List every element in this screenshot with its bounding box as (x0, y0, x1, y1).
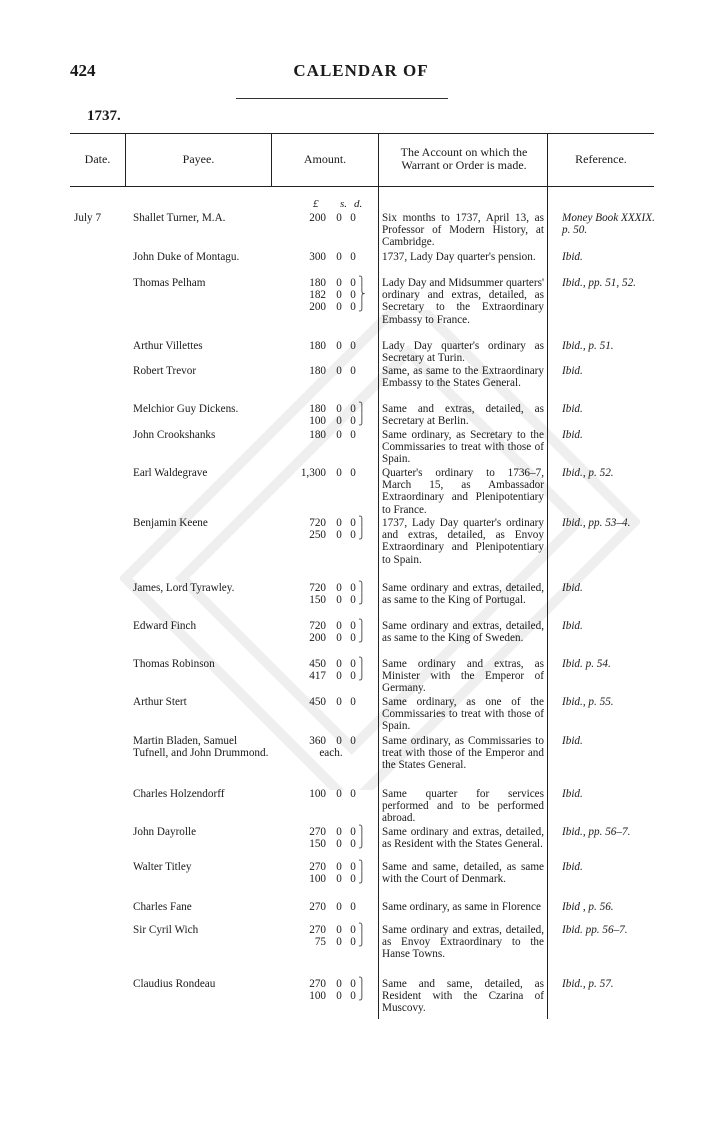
amount-line (296, 990, 366, 1003)
amount-pounds: 180 (309, 340, 326, 352)
amount-line (296, 670, 366, 683)
amount-pounds: 200 (309, 212, 326, 224)
amount-brace: ⎭ (358, 990, 366, 1002)
amount-pence: 0 (350, 429, 356, 441)
amount-line (296, 594, 366, 607)
amount-shillings: 0 (336, 582, 342, 594)
entry-reference: Ibid., p. 51. (562, 340, 614, 352)
entry-account: Same and extras, detailed, as Secretary at Berlin. (382, 403, 544, 428)
entry-payee: Benjamin Keene (133, 517, 208, 529)
entry-payee: Edward Finch (133, 620, 197, 632)
entry-reference: Ibid., p. 52. (562, 467, 614, 479)
entry-account: Same ordinary and extras, detailed, as same to the King of Sweden. (382, 620, 544, 645)
entry-amount (296, 901, 362, 913)
amount-shillings: 0 (336, 340, 342, 352)
amount-line (296, 735, 362, 747)
amount-pence: 0 (350, 658, 356, 670)
amount-brace: ⎭ (358, 632, 366, 644)
entry-amount (296, 277, 366, 314)
entry-reference: Money Book XXXIX. p. 50. (562, 212, 655, 237)
amount-pence: 0 (350, 861, 356, 873)
entry-account: Same, as same to the Extraordinary Embassy to the States General. (382, 365, 544, 390)
amount-line (296, 696, 362, 708)
entry-account: Lady Day quarter's ordinary as Secretary at Turin. (382, 340, 544, 365)
amount-pence: 0 (350, 632, 356, 645)
entry-payee: Earl Waldegrave (133, 467, 208, 479)
amount-line (296, 289, 366, 302)
amount-pence: 0 (350, 901, 356, 913)
amount-shillings: 0 (336, 594, 342, 607)
entry-reference: Ibid. (562, 403, 583, 415)
entry-payee: Martin Bladen, Samuel Tufnell, and John Drummond. (133, 735, 269, 760)
amount-pounds: 150 (309, 838, 326, 851)
amount-pounds: 180 (309, 429, 326, 441)
entry-payee: Sir Cyril Wich (133, 924, 199, 936)
entry-payee: Melchior Guy Dickens. (133, 403, 239, 415)
amount-pounds: 180 (309, 403, 326, 415)
entry-account: Quarter's ordinary to 1736–7, March 15, as Ambassador Extraordinary and Plenipotentiary to France. (382, 467, 544, 516)
amount-brace: ⎭ (358, 936, 366, 948)
amount-brace: ⎬ (358, 289, 366, 301)
entry-reference: Ibid., p. 55. (562, 696, 614, 708)
amount-shillings: 0 (336, 978, 342, 990)
entry-payee: Thomas Robinson (133, 658, 215, 670)
entry-payee: John Dayrolle (133, 826, 197, 838)
entry-amount (296, 788, 362, 800)
amount-pence: 0 (350, 696, 356, 708)
column-header-account: The Account on which the Warrant or Order is made. (400, 145, 528, 172)
amount-line (296, 924, 366, 936)
amount-line (296, 365, 362, 377)
entry-payee: James, Lord Tyrawley. (133, 582, 235, 594)
amount-line (296, 901, 362, 913)
amount-line (296, 340, 362, 352)
amount-pounds: 270 (309, 861, 326, 873)
amount-shillings: 0 (336, 620, 342, 632)
entry-payee: Charles Holzendorff (133, 788, 225, 800)
amount-shillings: 0 (336, 365, 342, 377)
amount-shillings: 0 (336, 735, 342, 747)
entry-amount (296, 582, 366, 607)
amount-brace: ⎭ (358, 838, 366, 850)
entry-reference: Ibid. (562, 735, 583, 747)
amount-shillings: 0 (336, 861, 342, 873)
amount-pence: 0 (350, 365, 356, 377)
amount-pence: 0 (350, 529, 356, 542)
amount-pounds: 75 (314, 936, 326, 949)
amount-pounds: 270 (309, 924, 326, 936)
entry-reference: Ibid. (562, 620, 583, 632)
amount-line (296, 978, 366, 990)
entry-account: Same and same, detailed, as Resident with the Czarina of Muscovy. (382, 978, 544, 1015)
entry-account: Same ordinary and extras, detailed, as Resident with the States General. (382, 826, 544, 851)
table-top-rule (70, 133, 654, 134)
entry-amount (296, 735, 362, 759)
amount-shillings: 0 (336, 301, 342, 314)
entry-reference: Ibid. (562, 251, 583, 263)
entry-account: Same ordinary and extras, detailed, as same to the King of Portugal. (382, 582, 544, 607)
amount-pence: 0 (350, 990, 356, 1003)
amount-pence: 0 (350, 212, 356, 224)
amount-shillings: 0 (336, 924, 342, 936)
amount-brace: ⎫ (358, 978, 366, 989)
amount-pounds: 450 (309, 696, 326, 708)
amount-pence: 0 (350, 873, 356, 886)
entry-reference: Ibid., p. 57. (562, 978, 614, 990)
amount-brace: ⎭ (358, 529, 366, 541)
amount-pounds: 720 (309, 620, 326, 632)
amount-pounds: 200 (309, 632, 326, 645)
amount-line (296, 838, 366, 851)
amount-pounds: 1,300 (300, 467, 326, 479)
amount-line (296, 788, 362, 800)
amount-pounds: 720 (309, 582, 326, 594)
entry-payee: Charles Fane (133, 901, 192, 913)
amount-pence: 0 (350, 924, 356, 936)
page-number: 424 (70, 61, 96, 80)
amount-pounds: 200 (309, 301, 326, 314)
entry-payee: Arthur Stert (133, 696, 187, 708)
amount-brace: ⎫ (358, 658, 366, 669)
amount-pounds: 270 (309, 901, 326, 913)
amount-line (296, 415, 366, 428)
amount-line (296, 632, 366, 645)
entry-account: Same ordinary, as Commissaries to treat with those of the Emperor and the States General. (382, 735, 544, 772)
entry-reference: Ibid. (562, 365, 583, 377)
unit-pound: £ (313, 198, 319, 210)
amount-pounds: 450 (309, 658, 326, 670)
entry-account: 1737, Lady Day quarter's ordinary and extras, detailed, as Envoy Extraordinary and Plenipotentiary to Spain. (382, 517, 544, 566)
amount-shillings: 0 (336, 696, 342, 708)
amount-shillings: 0 (336, 632, 342, 645)
column-rule (378, 134, 379, 1019)
entry-reference: Ibid. (562, 429, 583, 441)
entry-amount (296, 403, 366, 428)
column-header-reference: Reference. (575, 152, 627, 166)
amount-shillings: 0 (336, 838, 342, 851)
amount-pounds: 180 (309, 365, 326, 377)
entry-account: Same ordinary, as same in Florence (382, 901, 541, 913)
entry-amount (296, 861, 366, 886)
amount-shillings: 0 (336, 788, 342, 800)
column-header-payee: Payee. (182, 152, 215, 166)
amount-pounds: 100 (309, 415, 326, 428)
amount-line (296, 467, 362, 479)
amount-line (296, 620, 366, 632)
entry-reference: Ibid., pp. 56–7. (562, 826, 631, 838)
table-header-rule (70, 186, 654, 187)
amount-pounds: 150 (309, 594, 326, 607)
amount-pence: 0 (350, 826, 356, 838)
amount-shillings: 0 (336, 212, 342, 224)
amount-shillings: 0 (336, 467, 342, 479)
amount-pence: 0 (350, 289, 356, 302)
amount-each-label: each. (319, 747, 343, 759)
amount-brace: ⎭ (358, 594, 366, 606)
amount-pounds: 182 (309, 289, 326, 302)
amount-line (296, 936, 366, 949)
amount-shillings: 0 (336, 670, 342, 683)
amount-pounds: 270 (309, 826, 326, 838)
entry-reference: Ibid , p. 56. (562, 901, 614, 913)
amount-shillings: 0 (336, 251, 342, 263)
running-title: CALENDAR OF (293, 61, 429, 80)
amount-brace: ⎫ (358, 861, 366, 872)
amount-shillings: 0 (336, 429, 342, 441)
entry-payee: Thomas Pelham (133, 277, 206, 289)
amount-pence: 0 (350, 517, 356, 529)
entry-reference: Ibid. (562, 582, 583, 594)
entry-amount (296, 978, 366, 1003)
entry-amount (296, 467, 362, 479)
amount-brace: ⎫ (358, 826, 366, 837)
amount-pounds: 250 (309, 529, 326, 542)
amount-shillings: 0 (336, 529, 342, 542)
entry-amount (296, 826, 366, 851)
amount-pence: 0 (350, 582, 356, 594)
amount-shillings: 0 (336, 873, 342, 886)
amount-line (296, 582, 366, 594)
amount-pence: 0 (350, 620, 356, 632)
amount-shillings: 0 (336, 826, 342, 838)
entry-amount (296, 251, 362, 263)
amount-pence: 0 (350, 415, 356, 428)
entry-payee: Walter Titley (133, 861, 192, 873)
entry-amount (296, 658, 366, 683)
amount-line (296, 529, 366, 542)
amount-pounds: 100 (309, 990, 326, 1003)
amount-line (296, 277, 366, 289)
amount-pence: 0 (350, 978, 356, 990)
entry-reference: Ibid., pp. 53–4. (562, 517, 631, 529)
entry-amount (296, 365, 362, 377)
amount-line (296, 873, 366, 886)
entry-reference: Ibid. pp. 56–7. (562, 924, 628, 936)
entry-account: Same ordinary, as Secretary to the Commissaries to treat with those of Spain. (382, 429, 544, 466)
amount-shillings: 0 (336, 289, 342, 302)
amount-shillings: 0 (336, 415, 342, 428)
entry-account: Same quarter for services performed and to be performed abroad. (382, 788, 544, 825)
entry-payee: Robert Trevor (133, 365, 197, 377)
entry-amount (296, 429, 362, 441)
entry-amount (296, 924, 366, 949)
entry-date: July 7 (74, 212, 102, 224)
watermark-seal (120, 310, 640, 790)
entry-amount (296, 212, 362, 224)
column-rule (547, 134, 548, 1019)
amount-shillings: 0 (336, 658, 342, 670)
amount-brace: ⎫ (358, 620, 366, 631)
amount-line (296, 658, 366, 670)
amount-brace: ⎫ (358, 277, 366, 288)
entry-payee: John Crookshanks (133, 429, 216, 441)
amount-pounds: 417 (309, 670, 326, 683)
amount-pence: 0 (350, 838, 356, 851)
year-heading: 1737. (87, 108, 121, 124)
amount-shillings: 0 (336, 936, 342, 949)
amount-pounds: 300 (309, 251, 326, 263)
amount-line (296, 429, 362, 441)
amount-pounds: 100 (309, 788, 326, 800)
entry-account: Same and same, detailed, as same with the Court of Denmark. (382, 861, 544, 886)
amount-brace: ⎭ (358, 873, 366, 885)
entry-account: Six months to 1737, April 13, as Professor of Modern History, at Cambridge. (382, 212, 544, 249)
column-header-amount: Amount. (303, 152, 347, 166)
entry-amount (296, 620, 366, 645)
amount-brace: ⎫ (358, 403, 366, 414)
entry-payee: John Duke of Montagu. (133, 251, 240, 263)
amount-line (296, 301, 366, 314)
amount-shillings: 0 (336, 517, 342, 529)
entry-amount (296, 517, 366, 542)
amount-pence: 0 (350, 277, 356, 289)
amount-brace: ⎭ (358, 670, 366, 682)
amount-pence: 0 (350, 340, 356, 352)
amount-pence: 0 (350, 301, 356, 314)
amount-brace: ⎭ (358, 415, 366, 427)
amount-brace: ⎫ (358, 924, 366, 935)
entry-account: Same ordinary, as one of the Commissaries to treat with those of Spain. (382, 696, 544, 733)
entry-account: 1737, Lady Day quarter's pension. (382, 251, 536, 263)
amount-brace: ⎭ (358, 301, 366, 313)
amount-shillings: 0 (336, 901, 342, 913)
entry-account: Same ordinary and extras, detailed, as Envoy Extraordinary to the Hanse Towns. (382, 924, 544, 961)
amount-line (296, 403, 366, 415)
amount-pence: 0 (350, 936, 356, 949)
amount-pounds: 180 (309, 277, 326, 289)
amount-pence: 0 (350, 403, 356, 415)
entry-account: Same ordinary and extras, as Minister with the Emperor of Germany. (382, 658, 544, 695)
amount-pounds: 270 (309, 978, 326, 990)
title-rule (236, 98, 448, 99)
amount-line (296, 517, 366, 529)
amount-line (296, 861, 366, 873)
entry-reference: Ibid. (562, 788, 583, 800)
unit-shillings: s. (340, 198, 348, 210)
entry-payee: Shallet Turner, M.A. (133, 212, 226, 224)
amount-pounds: 360 (309, 735, 326, 747)
amount-shillings: 0 (336, 403, 342, 415)
entry-reference: Ibid. p. 54. (562, 658, 611, 670)
amount-brace: ⎫ (358, 517, 366, 528)
unit-pence: d. (354, 198, 363, 210)
amount-pence: 0 (350, 735, 356, 747)
amount-line (296, 251, 362, 263)
amount-line (296, 212, 362, 224)
amount-shillings: 0 (336, 277, 342, 289)
amount-pence: 0 (350, 467, 356, 479)
amount-pounds: 100 (309, 873, 326, 886)
entry-account: Lady Day and Midsummer quarters' ordinary and extras, detailed, as Secretary to the Extraordinary Embassy to France. (382, 277, 544, 326)
entry-reference: Ibid., pp. 51, 52. (562, 277, 636, 289)
entry-payee: Claudius Rondeau (133, 978, 216, 990)
amount-brace: ⎫ (358, 582, 366, 593)
entry-amount (296, 696, 362, 708)
entry-reference: Ibid. (562, 861, 583, 873)
entry-payee: Arthur Villettes (133, 340, 203, 352)
amount-pence: 0 (350, 788, 356, 800)
amount-pence: 0 (350, 251, 356, 263)
amount-line (296, 826, 366, 838)
column-header-date: Date. (84, 152, 111, 166)
entry-amount (296, 340, 362, 352)
amount-pounds: 720 (309, 517, 326, 529)
amount-shillings: 0 (336, 990, 342, 1003)
amount-pence: 0 (350, 594, 356, 607)
amount-pence: 0 (350, 670, 356, 683)
